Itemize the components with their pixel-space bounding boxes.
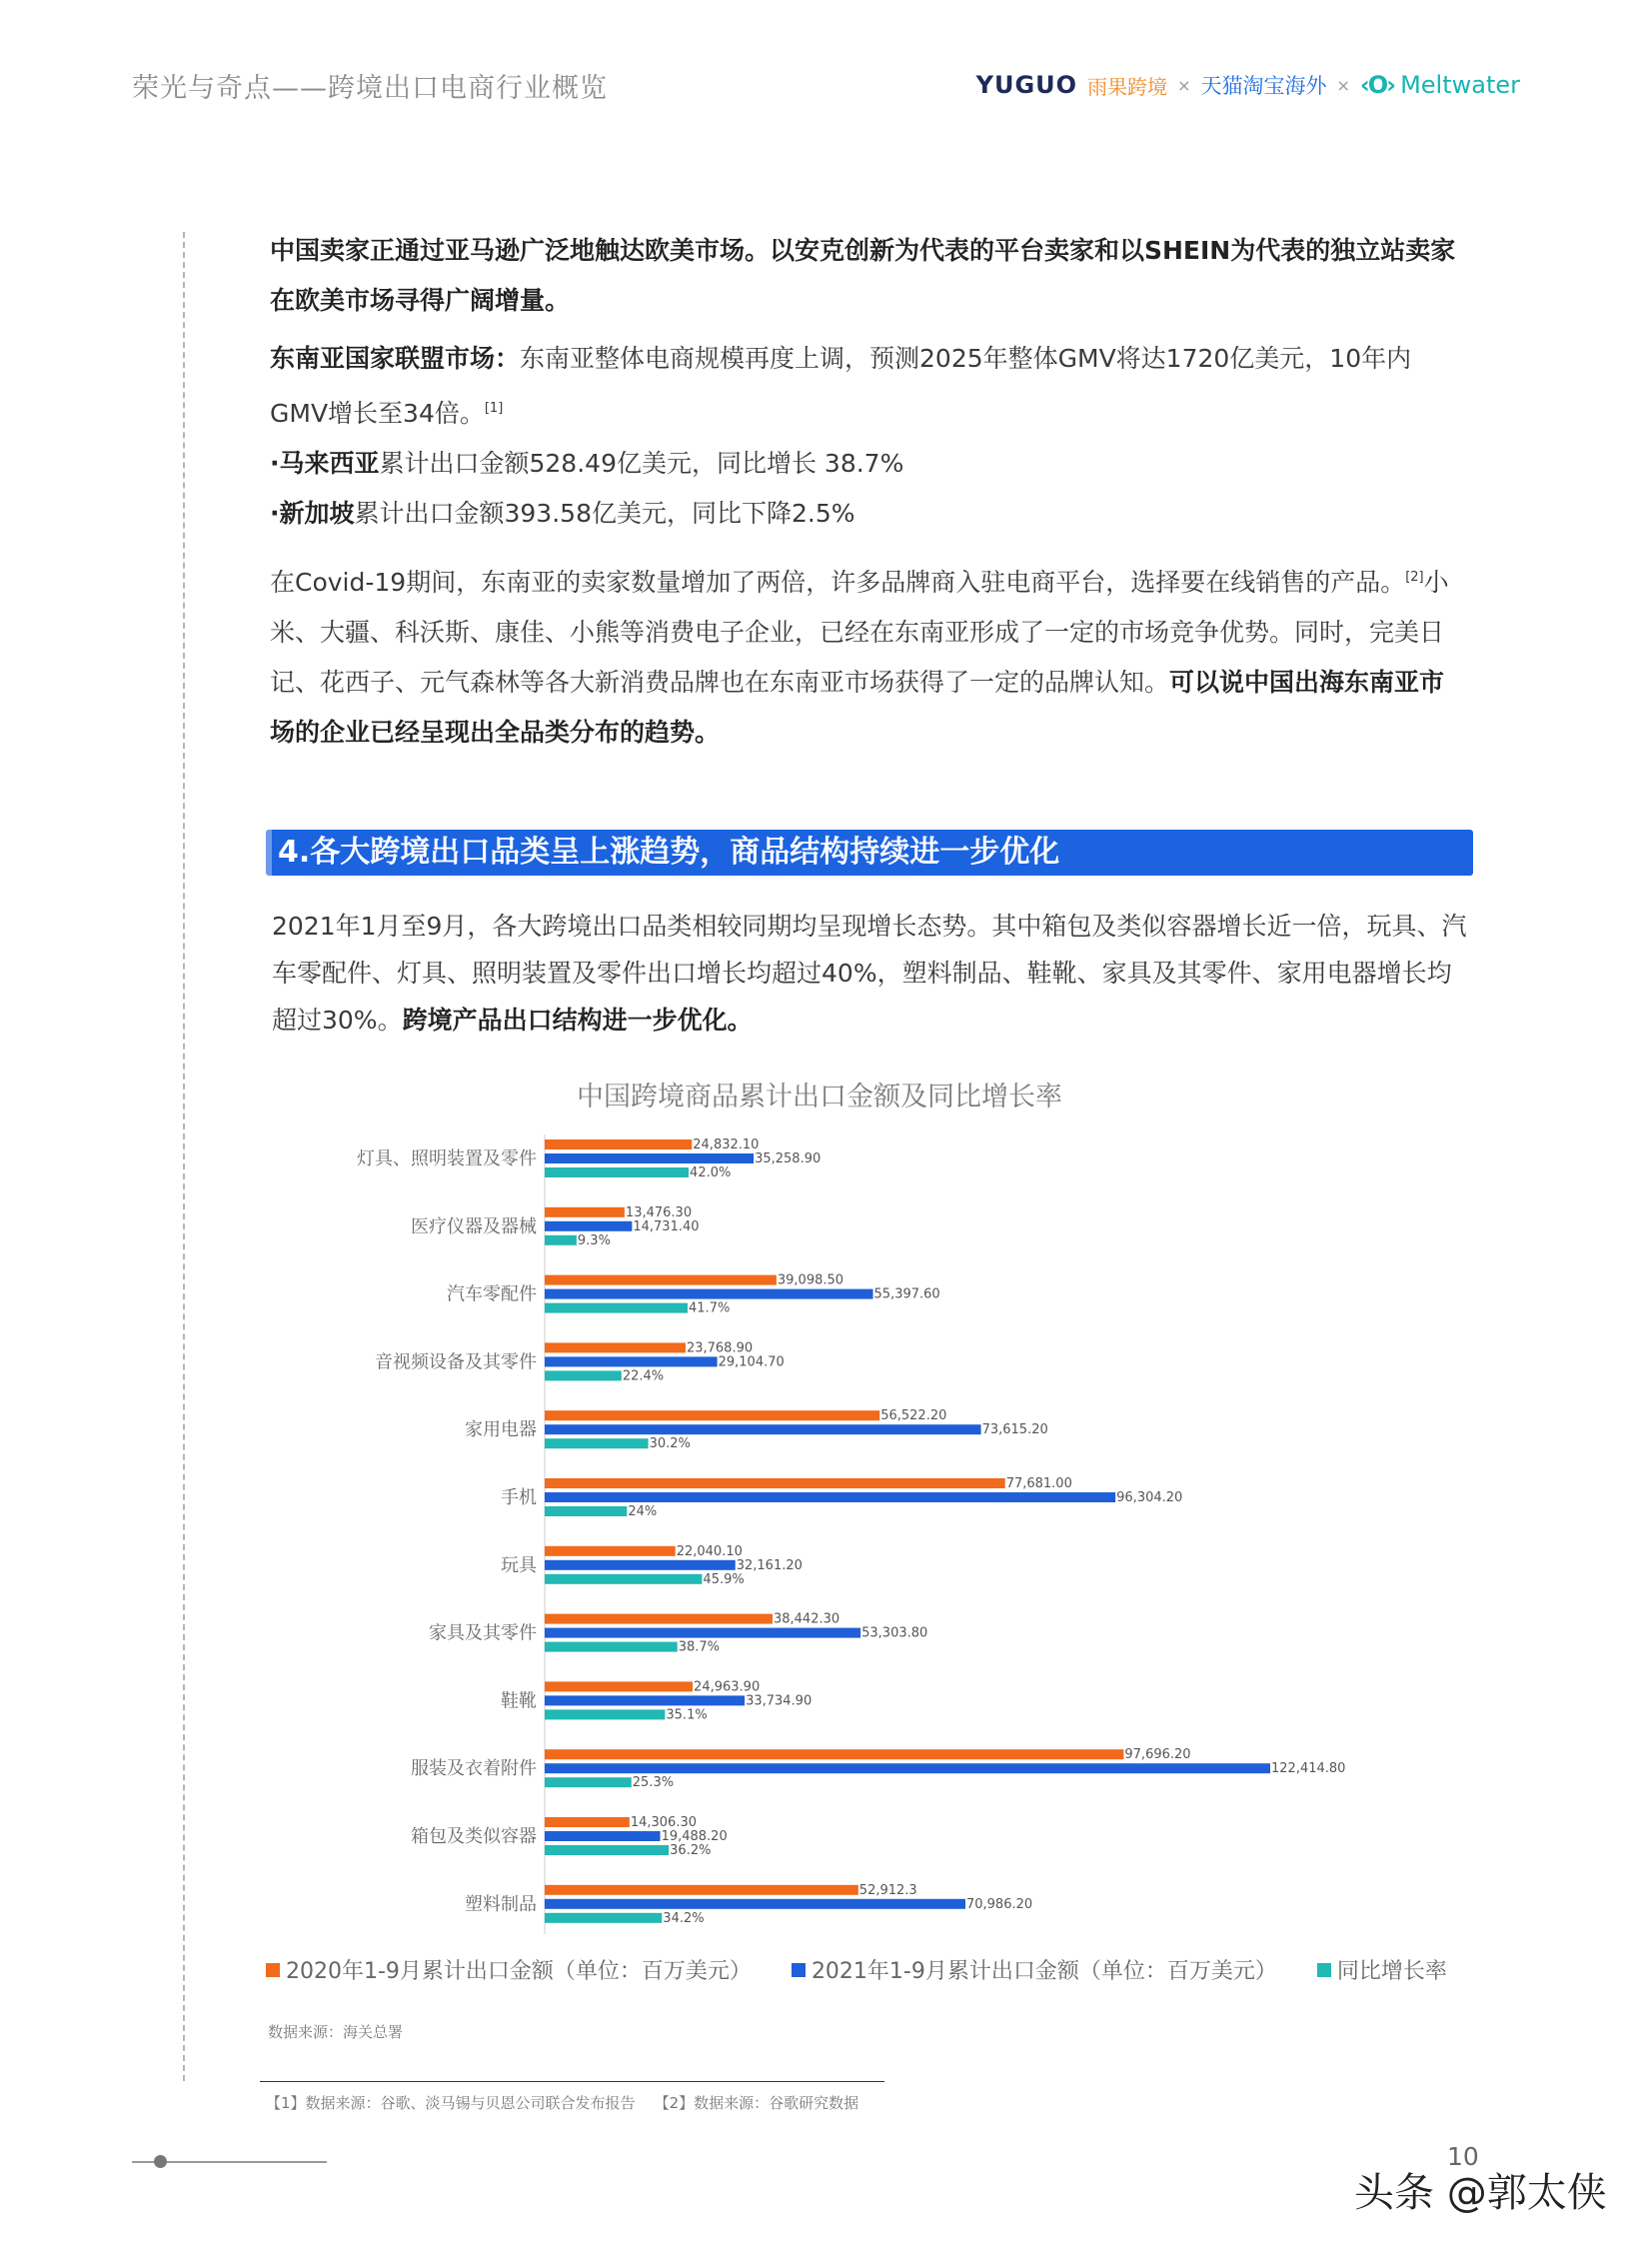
bar-2020 [545, 1817, 630, 1827]
data-label: 29,104.70 [718, 1354, 785, 1370]
data-label: 96,304.20 [1116, 1490, 1183, 1505]
data-label: 24% [628, 1504, 658, 1519]
category-label: 音视频设备及其零件 [375, 1351, 537, 1373]
bar-2021 [545, 1289, 873, 1299]
bar-2021 [545, 1628, 860, 1638]
category-label: 手机 [501, 1487, 537, 1508]
data-label: 55,397.60 [873, 1286, 940, 1302]
bar-2020 [545, 1410, 879, 1420]
data-label: 35.1% [666, 1707, 708, 1723]
data-label: 33,734.90 [746, 1693, 813, 1709]
data-label: 34.2% [663, 1910, 705, 1926]
logo-separator: × [1177, 75, 1191, 95]
bar-2021 [545, 1492, 1115, 1502]
bar-2020 [545, 1342, 686, 1352]
bar-2020 [545, 1614, 773, 1624]
meltwater-mark-icon: ‹O› [1359, 71, 1395, 99]
bar-2021 [545, 1831, 661, 1841]
data-label: 22,040.10 [676, 1543, 743, 1559]
section-heading-4: 4.各大跨境出口品类呈上涨趋势，商品结构持续进一步优化 [266, 830, 1473, 876]
bar-2020 [545, 1749, 1123, 1759]
data-label: 13,476.30 [625, 1204, 693, 1220]
bullet-malaysia: ·马来西亚累计出口金额528.49亿美元，同比增长 38.7% [270, 449, 904, 478]
watermark: 头条 @郭太侠 [1354, 2170, 1607, 2216]
legend-swatch [1317, 1963, 1331, 1977]
bar-2020 [545, 1207, 625, 1217]
data-label: 97,696.20 [1124, 1747, 1191, 1763]
bar-growth [545, 1574, 702, 1584]
data-label: 38.7% [678, 1639, 721, 1655]
bar-growth [545, 1777, 632, 1787]
legend-item-2020: 2020年1-9月累计出口金额（单位：百万美元） [266, 1954, 752, 1985]
data-label: 36.2% [670, 1843, 712, 1858]
logo-separator: × [1336, 75, 1350, 95]
chart-plot [260, 1134, 1459, 1934]
section-paragraph: 2021年1月至9月，各大跨境出口品类相较同期均呈现增长态势。其中箱包及类似容器增长近一倍，玩具、汽车零配件、灯具、照明装置及零件出口增长均超过40%，塑料制品、鞋靴、家具及其零件、家用电器增长均超过30%。跨境产品出口结构进一步优化。 [272, 912, 1467, 1035]
category-label: 灯具、照明装置及零件 [357, 1148, 537, 1169]
bar-2021 [545, 1424, 981, 1434]
bar-2020 [545, 1885, 858, 1895]
category-label: 医疗仪器及器械 [411, 1215, 537, 1237]
bar-growth [545, 1845, 669, 1855]
category-label: 鞋靴 [501, 1690, 537, 1712]
data-label: 30.2% [649, 1436, 691, 1452]
category-label: 汽车零配件 [447, 1283, 537, 1305]
intro-text [270, 226, 1469, 758]
bar-2021 [545, 1153, 754, 1163]
side-dashed-rule [183, 232, 185, 2081]
data-label: 25.3% [632, 1775, 675, 1791]
bar-2020 [545, 1681, 693, 1691]
bar-growth [545, 1913, 662, 1923]
export-chart [260, 1075, 1459, 1984]
data-label: 24,832.10 [693, 1137, 760, 1152]
tmall-logo: 天猫淘宝海外 [1200, 74, 1327, 98]
category-label: 家具及其零件 [429, 1622, 537, 1644]
footnote-rule [260, 2081, 884, 2082]
data-label: 73,615.20 [981, 1422, 1048, 1438]
data-label: 77,681.00 [1005, 1476, 1072, 1491]
data-label: 70,986.20 [965, 1896, 1033, 1912]
bar-growth [545, 1235, 577, 1245]
page-number: 10 [1447, 2142, 1479, 2171]
category-label: 玩具 [501, 1554, 537, 1576]
data-label: 39,098.50 [777, 1272, 844, 1288]
data-label: 35,258.90 [755, 1151, 822, 1166]
data-label: 24,963.90 [694, 1679, 761, 1695]
bar-2021 [545, 1763, 1270, 1773]
bar-2021 [545, 1695, 745, 1705]
bar-2021 [545, 1356, 718, 1366]
bar-growth [545, 1642, 678, 1652]
footnotes: 【1】数据来源：谷歌、淡马锡与贝恩公司联合发布报告 【2】数据来源：谷歌研究数据 [266, 2094, 859, 2112]
data-label: 14,731.40 [633, 1218, 700, 1234]
data-label: 19,488.20 [661, 1829, 728, 1844]
data-label: 53,303.80 [861, 1625, 928, 1641]
bar-2020 [545, 1139, 692, 1149]
data-label: 52,912.3 [858, 1882, 917, 1898]
bar-2021 [545, 1560, 736, 1570]
partner-logos [976, 70, 1520, 100]
bar-2021 [545, 1899, 965, 1909]
section-4-text [272, 903, 1469, 1044]
data-label: 9.3% [577, 1232, 611, 1248]
category-label: 箱包及类似容器 [411, 1826, 537, 1847]
data-source: 数据来源：海关总署 [268, 2023, 404, 2041]
meltwater-logo [1360, 71, 1520, 99]
chart-legend [266, 1954, 1447, 1985]
bar-growth [545, 1709, 665, 1719]
data-label: 23,768.90 [686, 1340, 754, 1356]
bar-2021 [545, 1221, 632, 1231]
category-label: 家用电器 [465, 1419, 537, 1441]
bar-growth [545, 1370, 622, 1380]
category-label: 服装及衣着附件 [411, 1758, 537, 1780]
data-label: 41.7% [689, 1300, 731, 1316]
bar-2020 [545, 1546, 676, 1556]
legend-swatch [266, 1963, 280, 1977]
data-label: 38,442.30 [773, 1611, 840, 1627]
bar-2020 [545, 1275, 777, 1285]
meltwater-wordmark: Meltwater [1400, 71, 1520, 99]
chart-title: 中国跨境商品累计出口金额及同比增长率 [577, 1082, 1062, 1113]
data-label: 14,306.30 [630, 1815, 698, 1830]
bar-growth [545, 1438, 649, 1448]
footer-dot [154, 2155, 167, 2168]
paragraph-3: 在Covid-19期间，东南亚的卖家数量增加了两倍，许多品牌商入驻电商平台，选择要在线销售的产品。[2]小米、大疆、科沃斯、康佳、小熊等消费电子企业，已经在东南亚形成了一定的市场竞争优势。同时，完美日记、花西子、元气森林等各大新消费品牌也在东南亚市场获得了一定的品牌认知。可以说中国出海东南亚市场的企业已经呈现出全品类分布的趋势。 [270, 568, 1449, 747]
data-label: 42.0% [690, 1165, 732, 1180]
yuguo-logo: YUGUO [975, 71, 1078, 99]
legend-item-growth: 同比增长率 [1317, 1954, 1447, 1985]
data-label: 56,522.20 [880, 1408, 947, 1424]
legend-swatch [792, 1963, 806, 1977]
paragraph-2: 东南亚国家联盟市场：东南亚整体电商规模再度上调，预测2025年整体GMV将达1720亿美元，10年内GMV增长至34倍。[1] [270, 344, 1412, 428]
bar-growth [545, 1506, 627, 1516]
data-label: 122,414.80 [1271, 1761, 1346, 1777]
bullet-singapore: ·新加坡累计出口金额393.58亿美元，同比下降2.5% [270, 499, 855, 528]
yuguo-logo-cn: 雨果跨境 [1087, 74, 1168, 99]
category-label: 塑料制品 [465, 1893, 537, 1915]
bar-2020 [545, 1478, 1005, 1488]
page-header-title: 荣光与奇点——跨境出口电商行业概览 [132, 73, 608, 104]
data-label: 45.9% [703, 1571, 745, 1587]
data-label: 22.4% [622, 1368, 665, 1384]
bar-growth [545, 1167, 689, 1177]
bar-growth [545, 1303, 688, 1313]
data-label: 32,161.20 [736, 1557, 803, 1573]
paragraph-1: 中国卖家正通过亚马逊广泛地触达欧美市场。以安克创新为代表的平台卖家和以SHEIN为代表的独立站卖家在欧美市场寻得广阔增量。 [270, 236, 1456, 315]
legend-item-2021: 2021年1-9月累计出口金额（单位：百万美元） [792, 1954, 1277, 1985]
